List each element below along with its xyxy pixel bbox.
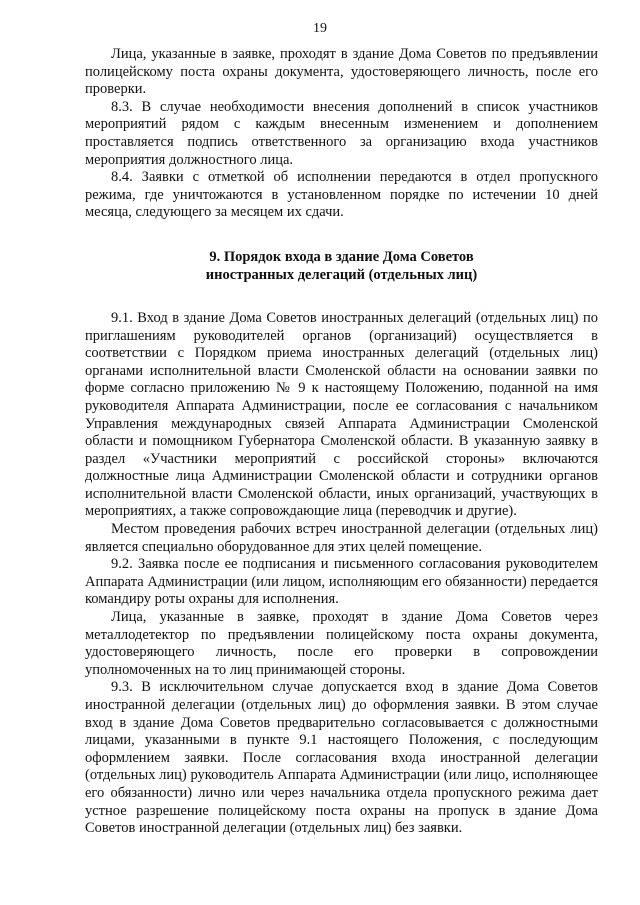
page-number: 19	[313, 21, 327, 36]
section-9-heading	[85, 248, 598, 284]
paragraph-9-3: 9.3. В исключительном случае допускается вход в здание Дома Советов иностранной делегации (отдельных лиц) до оформления заявки. В этом случае вход в здание Дома Советов предварительно согласовывается с должностными лицами, указанными в пункте 9.1 настоящего Положения, с последующим оформлением заявки. После согласования входа иностранной делегации (отдельных лиц) руководитель Аппарата Администрации (или лицо, исполняющее его обязанности) лично или через начальника отдела пропускного режима дает устное разрешение полицейскому поста охраны на пропуск в здание Дома Советов иностранной делегации (отдельных лиц) без заявки.	[85, 679, 598, 837]
section-9-heading-line-2: иностранных делегаций (отдельных лиц)	[205, 266, 478, 283]
paragraph-8-2-continuation: Лица, указанные в заявке, проходят в здание Дома Советов по предъявлении полицейскому поста охраны документа, удостоверяющего личность, после его проверки.	[85, 46, 598, 98]
paragraph-9-1: 9.1. Вход в здание Дома Советов иностранных делегаций (отдельных лиц) по приглашениям руководителей органов (организаций) осуществляется в соответствии с Порядком приема иностранных делегаций (отдельных лиц) органами исполнительной власти Смоленской области на основании заявки по форме согласно приложению № 9 к настоящему Положению, поданной на имя руководителя Аппарата Администрации, после ее согласования с начальником Управления международных связей Аппарата Администрации Смоленской области и помощником Губернатора Смоленской области. В указанную заявку в раздел «Участники мероприятий с российской стороны» включаются должностные лица Администрации Смоленской области и сотрудники органов исполнительной власти Смоленской области, иных организаций, участвующих в мероприятиях, а также сопровождающие лица (переводчик и другие).	[85, 309, 598, 520]
paragraph-9-2-entry: Лица, указанные в заявке, проходят в здание Дома Советов через металлодетектор по предъявлении полицейскому поста охраны документа, удостоверяющего личность, после его проверки в сопровождении уполномоченных на то лиц принимающей стороны.	[85, 609, 598, 678]
paragraph-9-1-meeting-place: Местом проведения рабочих встреч иностранной делегации (отдельных лиц) является специально оборудованное для этих целей помещение.	[85, 521, 598, 555]
paragraph-8-3: 8.3. В случае необходимости внесения дополнений в список участников мероприятий рядом с каждым внесенным изменением и дополнением проставляется подпись ответственного за организацию входа участников мероприятия должностного лица.	[85, 98, 598, 168]
document-body	[85, 46, 598, 838]
section-9-heading-line-1: 9. Порядок входа в здание Дома Советов	[209, 248, 474, 265]
paragraph-8-4: 8.4. Заявки с отметкой об исполнении передаются в отдел пропускного режима, где уничтожаются в установленном порядке по истечении 10 дней месяца, следующего за месяцем их сдачи.	[85, 169, 598, 221]
paragraph-9-2: 9.2. Заявка после ее подписания и письменного согласования руководителем Аппарата Администрации (или лицом, исполняющим его обязанности) передается командиру роты охраны для исполнения.	[85, 556, 598, 608]
